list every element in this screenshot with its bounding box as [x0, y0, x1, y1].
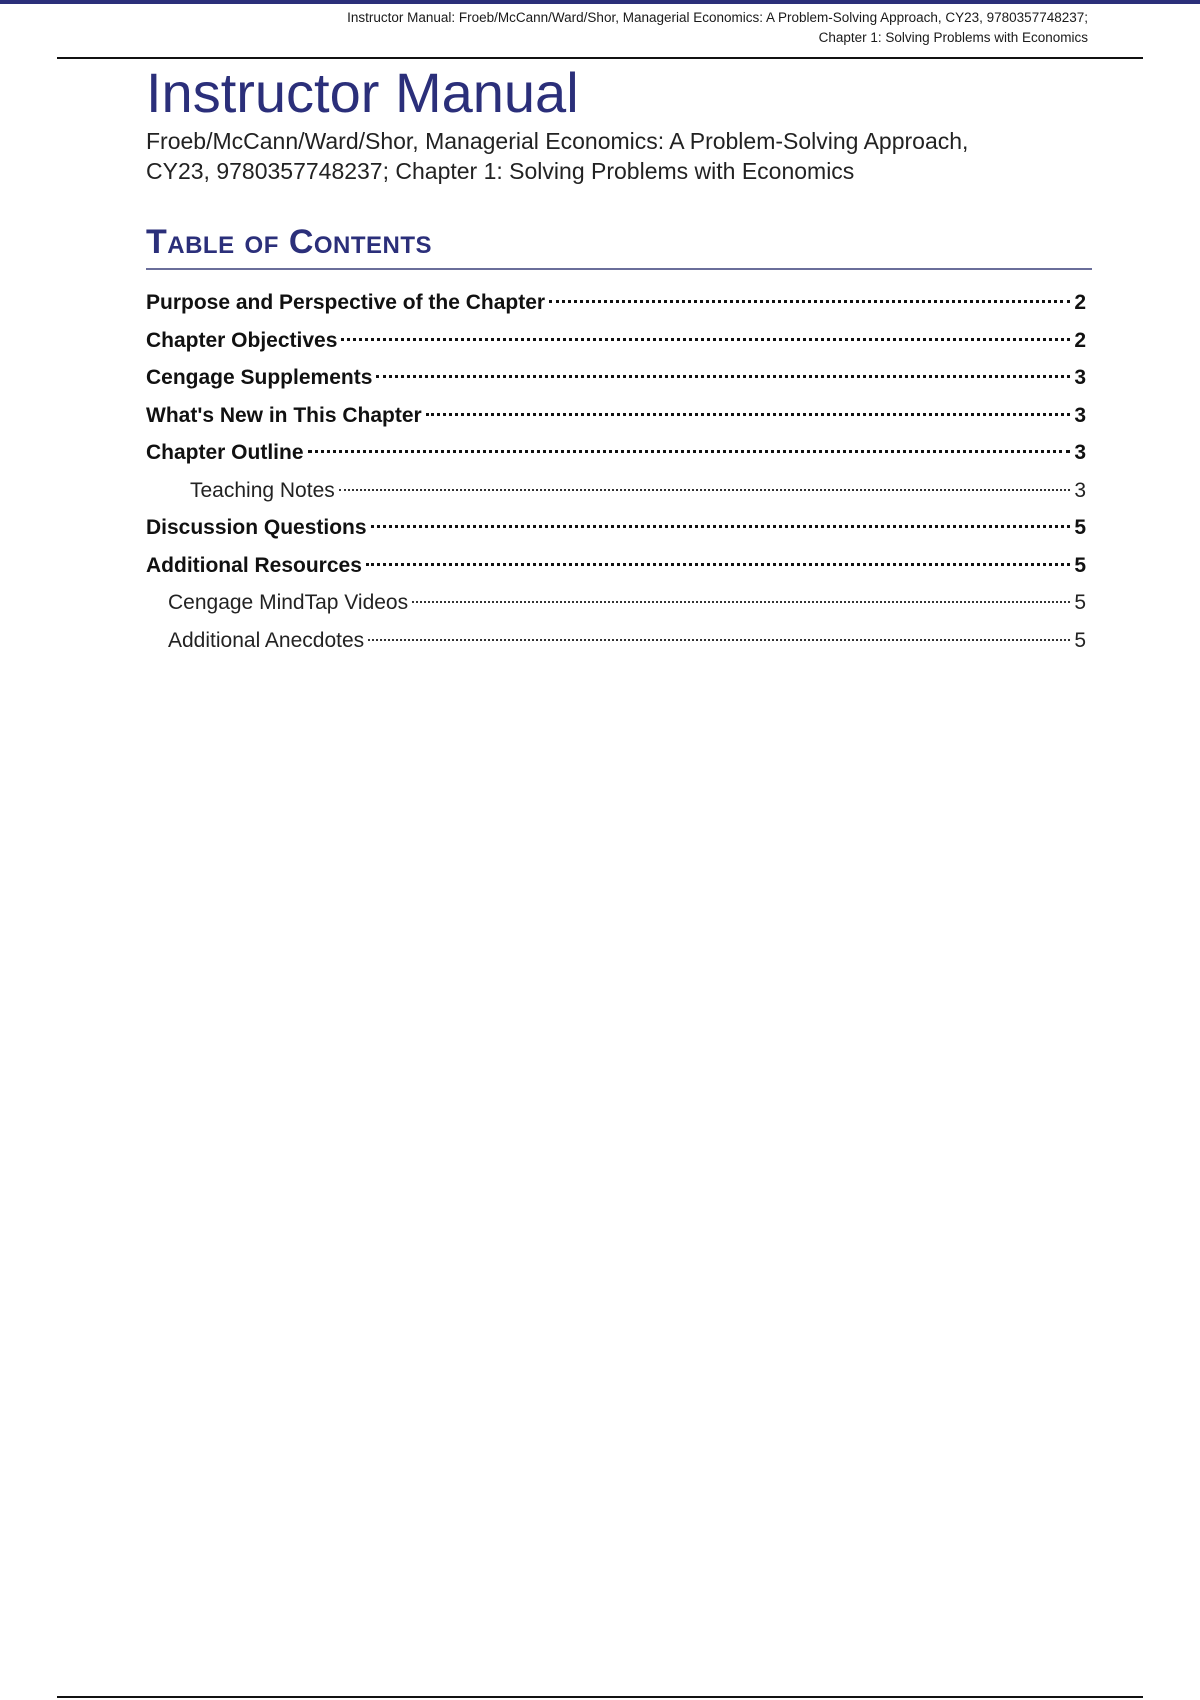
header-rule: [57, 57, 1143, 59]
toc-entry-discussion-questions[interactable]: [146, 509, 1086, 547]
toc-entry-label: Additional Anecdotes: [168, 628, 365, 652]
footer-rule: [57, 1696, 1143, 1698]
toc-entry-page: 2: [1074, 291, 1086, 314]
toc-entry-page: 3: [1074, 403, 1086, 427]
toc-entry-page: 5: [1074, 591, 1086, 614]
toc-entry-chapter-objectives[interactable]: [146, 322, 1086, 360]
table-of-contents: [146, 284, 1086, 659]
toc-entry-purpose-and-perspective[interactable]: [146, 284, 1086, 322]
toc-entry-label: Purpose and Perspective of the Chapter: [146, 291, 546, 314]
toc-entry-teaching-notes[interactable]: [146, 472, 1086, 510]
toc-entry-label: What's New in This Chapter: [146, 403, 422, 427]
document-subtitle-line-2: CY23, 9780357748237; Chapter 1: Solving Problems with Economics: [146, 158, 855, 184]
toc-entry-label: Teaching Notes: [190, 478, 335, 502]
toc-entry-label: Cengage Supplements: [146, 366, 373, 389]
toc-dot-leader: [549, 300, 1070, 303]
toc-dot-leader: [368, 639, 1070, 641]
toc-entry-whats-new[interactable]: [146, 397, 1086, 435]
toc-entry-label: Cengage MindTap Videos: [168, 591, 409, 614]
toc-dot-leader: [308, 450, 1071, 453]
running-header: [88, 8, 1088, 48]
toc-entry-page: 2: [1074, 328, 1086, 352]
toc-entry-additional-resources[interactable]: [146, 547, 1086, 585]
running-header-line-2: Chapter 1: Solving Problems with Economics: [818, 30, 1088, 45]
document-title: Instructor Manual: [146, 61, 579, 124]
running-header-line-1: Instructor Manual: Froeb/McCann/Ward/Shor, Managerial Economics: A Problem-Solving Approach, CY23, 9780357748237;: [347, 10, 1088, 25]
toc-dot-leader: [366, 563, 1070, 566]
toc-dot-leader: [371, 525, 1071, 528]
toc-entry-chapter-outline[interactable]: [146, 434, 1086, 472]
toc-entry-mindtap-videos[interactable]: [146, 584, 1086, 622]
toc-entry-page: 5: [1074, 628, 1086, 652]
toc-dot-leader: [376, 375, 1070, 378]
toc-entry-page: 3: [1074, 478, 1086, 502]
toc-entry-page: 5: [1074, 516, 1086, 539]
toc-entry-label: Additional Resources: [146, 553, 362, 577]
page-content: [146, 60, 1092, 659]
toc-dot-leader: [426, 413, 1071, 416]
toc-dot-leader: [341, 338, 1070, 341]
toc-entry-label: Discussion Questions: [146, 516, 367, 539]
toc-entry-page: 3: [1074, 441, 1086, 464]
document-subtitle: [146, 126, 1092, 186]
document-subtitle-line-1: Froeb/McCann/Ward/Shor, Managerial Economics: A Problem-Solving Approach,: [146, 128, 969, 154]
toc-heading: Table of Contents: [146, 222, 1092, 270]
toc-entry-label: Chapter Objectives: [146, 328, 338, 352]
toc-entry-page: 3: [1074, 366, 1086, 389]
toc-entry-page: 5: [1074, 553, 1086, 577]
top-accent-bar: [0, 0, 1200, 4]
toc-entry-label: Chapter Outline: [146, 441, 304, 464]
toc-entry-cengage-supplements[interactable]: [146, 359, 1086, 397]
toc-entry-additional-anecdotes[interactable]: [146, 622, 1086, 660]
toc-dot-leader: [412, 601, 1070, 603]
toc-dot-leader: [339, 489, 1071, 491]
